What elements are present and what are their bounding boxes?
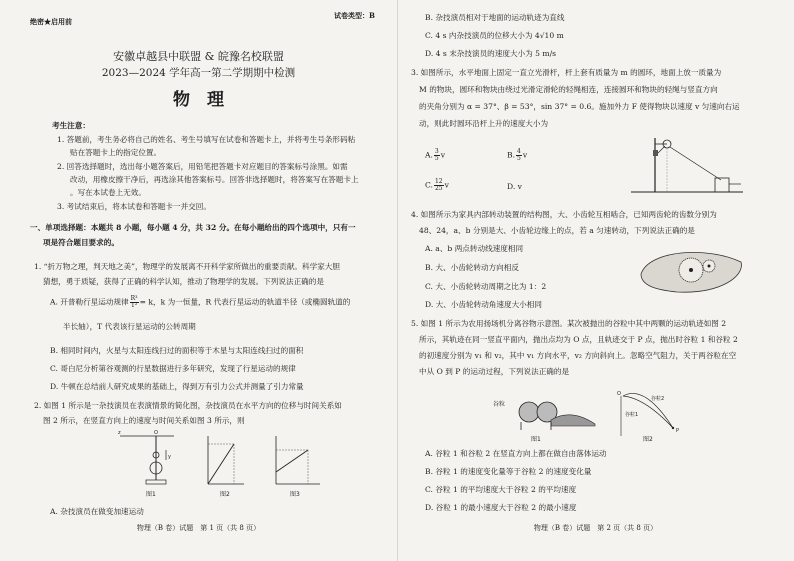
section-heading: 一、单项选择题：本题共 8 小题，每小题 4 分，共 32 分。在每小题给出的四个选项中，只有一 [30, 223, 356, 232]
note-line: 3. 考试结束后，将本试卷和答题卡一并交回。 [57, 202, 211, 211]
note-line: 。写在本试卷上无效。 [70, 188, 146, 197]
question-1: 1. “折万物之理，判天地之美”，物理学的发展离不开科学家所做出的重要贡献。科学家大胆 [34, 262, 340, 271]
q4-option-a: A. a、b 两点转动线速度相同 [425, 244, 524, 253]
q1-option-d: D. 牛顿在总结前人研究成果的基础上，得到万有引力公式并测量了引力常量 [50, 382, 304, 391]
q4-figure [637, 240, 747, 300]
svg-text:P: P [676, 428, 680, 434]
q1-option-a: A. 开普勒行星运动规律 $\frac{\text{R³}}{\text{T²}}$ = k，k 为一恒量，R 代表行星运动的轨道半径（或椭圆轨道的 [50, 295, 351, 309]
note-line: 2. 回答选择题时，选出每小题答案后，用铅笔把答题卡对应题目的答案标号涂黑。如需 [57, 162, 348, 171]
q4-option-b: B. 大、小齿轮转动方向相反 [425, 263, 519, 272]
q3-figure [627, 132, 747, 198]
question-5: 5. 如图 1 所示为农用扬场机分离谷物示意图。某次被抛出的谷粒中其中两颗的运动轨迹如图 2 [411, 319, 727, 328]
q3-option-c: C. $\frac{12}{25}$ v [425, 178, 449, 192]
figure-caption: 图2 [643, 436, 653, 443]
q1-option-a-cont: 半长轴），T 代表该行星运动的公转周期 [63, 322, 196, 331]
figure-caption: 图2 [220, 491, 230, 498]
question-1: 猜想，勇于质疑，获得了正确的科学认知，推动了物理学的发展。下列说法正确的是 [43, 277, 324, 286]
svg-text:O: O [154, 430, 158, 436]
question-5: 的初速度分别为 v₁ 和 v₂，其中 v₁ 方向水平，v₂ 方向斜向上。忽略空气阻力，关于两谷粒在空 [419, 351, 737, 360]
q2-option-c: C. 4 s 内杂技演员的位移大小为 4√10 m [425, 31, 564, 40]
q3-option-a: A. $\frac{3}{5}$ v [425, 148, 446, 162]
subject-title: 物 理 [173, 90, 224, 110]
question-5: 所示，其轨迹在同一竖直平面内，抛出点均为 O 点，且轨迹交于 P 点，抛出时谷粒 1 和谷粒 2 [419, 335, 738, 344]
question-3: 的夹角分别为 α = 37°、β = 53°，sin 37° = 0.6。施加外力 F 使得物块以速度 v 匀速向右运 [419, 102, 740, 111]
q3-option-b: B. $\frac{4}{5}$ v [507, 148, 528, 162]
section-heading: 项是符合题目要求的。 [43, 238, 119, 247]
q2-option-b: B. 杂技演员相对于地面的运动轨迹为直线 [425, 13, 565, 22]
q2-figure-1 [116, 428, 178, 498]
q2-figure-3 [268, 432, 324, 498]
figure-caption: 图3 [290, 491, 300, 498]
paper-type: 试卷类型：B [334, 11, 375, 20]
q1-formula: $\frac{\text{R³}}{\text{T²}}$ [130, 295, 138, 309]
question-3: 3. 如图所示，水平地面上固定一直立光滑杆，杆上套有质量为 m 的圆环，地面上放一质量为 [411, 68, 722, 77]
exam-title: 2023—2024 学年高一第二学期期中检测 [101, 67, 296, 79]
right-page [397, 0, 794, 561]
q2-option-d: D. 4 s 末杂技演员的速度大小为 5 m/s [425, 49, 557, 58]
q3-option-d: D. v [507, 182, 522, 191]
question-3: 动，则此时圆环沿杆上升的速度大小为 [419, 119, 549, 128]
svg-text:谷粒: 谷粒 [493, 401, 506, 408]
question-2: 图 2 所示，在竖直方向上的速度与时间关系如图 3 所示，则 [43, 416, 245, 425]
q5-option-c: C. 谷粒 1 的平均速度大于谷粒 2 的平均速度 [425, 485, 577, 494]
q5-option-d: D. 谷粒 1 的最小速度大于谷粒 2 的最小速度 [425, 503, 577, 512]
question-4: 48、24，a、b 分别是大、小齿轮边缘上的点，若 a 匀速转动，下列说法正确的是 [419, 226, 695, 235]
svg-text:y: y [168, 454, 171, 460]
confidential-stamp: 绝密★启用前 [30, 17, 72, 26]
q2-figure-2 [200, 432, 248, 498]
question-2: 2. 如图 1 所示是一杂技演员在表演情景的简化图，杂技演员在水平方向的位移与时间关系如 [34, 401, 342, 410]
notes-title: 考生注意： [52, 121, 90, 130]
svg-text:谷粒2: 谷粒2 [651, 396, 665, 402]
question-3: M 的物块，圆环和物块由绕过光滑定滑轮的轻绳相连，连接圆环和物块的轻绳与竖直方向 [419, 85, 718, 94]
note-line: 改动，用橡皮擦干净后，再选涂其他答案标号。回答非选择题时，将答案写在答题卡上 [70, 175, 359, 184]
q5-figure-1 [491, 386, 601, 444]
page-footer: 物理（B 卷）试题 第 2 页（共 8 页） [533, 524, 658, 532]
q2-option-a: A. 杂技演员在做变加速运动 [50, 507, 144, 516]
svg-text:O: O [617, 391, 621, 397]
note-line: 贴在答题卡上的指定位置。 [70, 148, 162, 157]
q5-option-b: B. 谷粒 1 的速度变化量等于谷粒 2 的速度变化量 [425, 467, 592, 476]
question-4: 4. 如图所示为家具内部转动装置的结构图，大、小齿轮互相啮合，已知两齿轮的齿数分别为 [411, 210, 717, 219]
q4-option-c: C. 大、小齿轮转动周期之比为 1：2 [425, 282, 547, 291]
q1-option-c: C. 哥白尼分析第谷观测的行星数据进行多年研究，发现了行星运动的规律 [50, 364, 296, 373]
svg-text:z: z [118, 430, 121, 436]
q4-option-d: D. 大、小齿轮转动角速度大小相同 [425, 300, 542, 309]
figure-caption: 图1 [146, 491, 156, 498]
svg-text:谷粒1: 谷粒1 [625, 412, 639, 418]
question-5: 中从 O 到 P 的运动过程，下列说法正确的是 [419, 367, 570, 376]
note-line: 1. 答题前，考生务必将自己的姓名、考生号填写在试卷和答题卡上，并将考生号条形码粘 [57, 135, 356, 144]
q5-figure-2 [615, 386, 695, 444]
page-footer: 物理（B 卷）试题 第 1 页（共 8 页） [136, 524, 261, 532]
figure-caption: 图1 [531, 436, 541, 443]
q5-option-a: A. 谷粒 1 和谷粒 2 在竖直方向上都在做自由落体运动 [425, 449, 607, 458]
exam-org: 安徽卓越县中联盟 & 皖豫名校联盟 [113, 50, 284, 63]
q1-option-b: B. 相同时间内，火星与太阳连线扫过的面积等于木星与太阳连线扫过的面积 [50, 346, 304, 355]
